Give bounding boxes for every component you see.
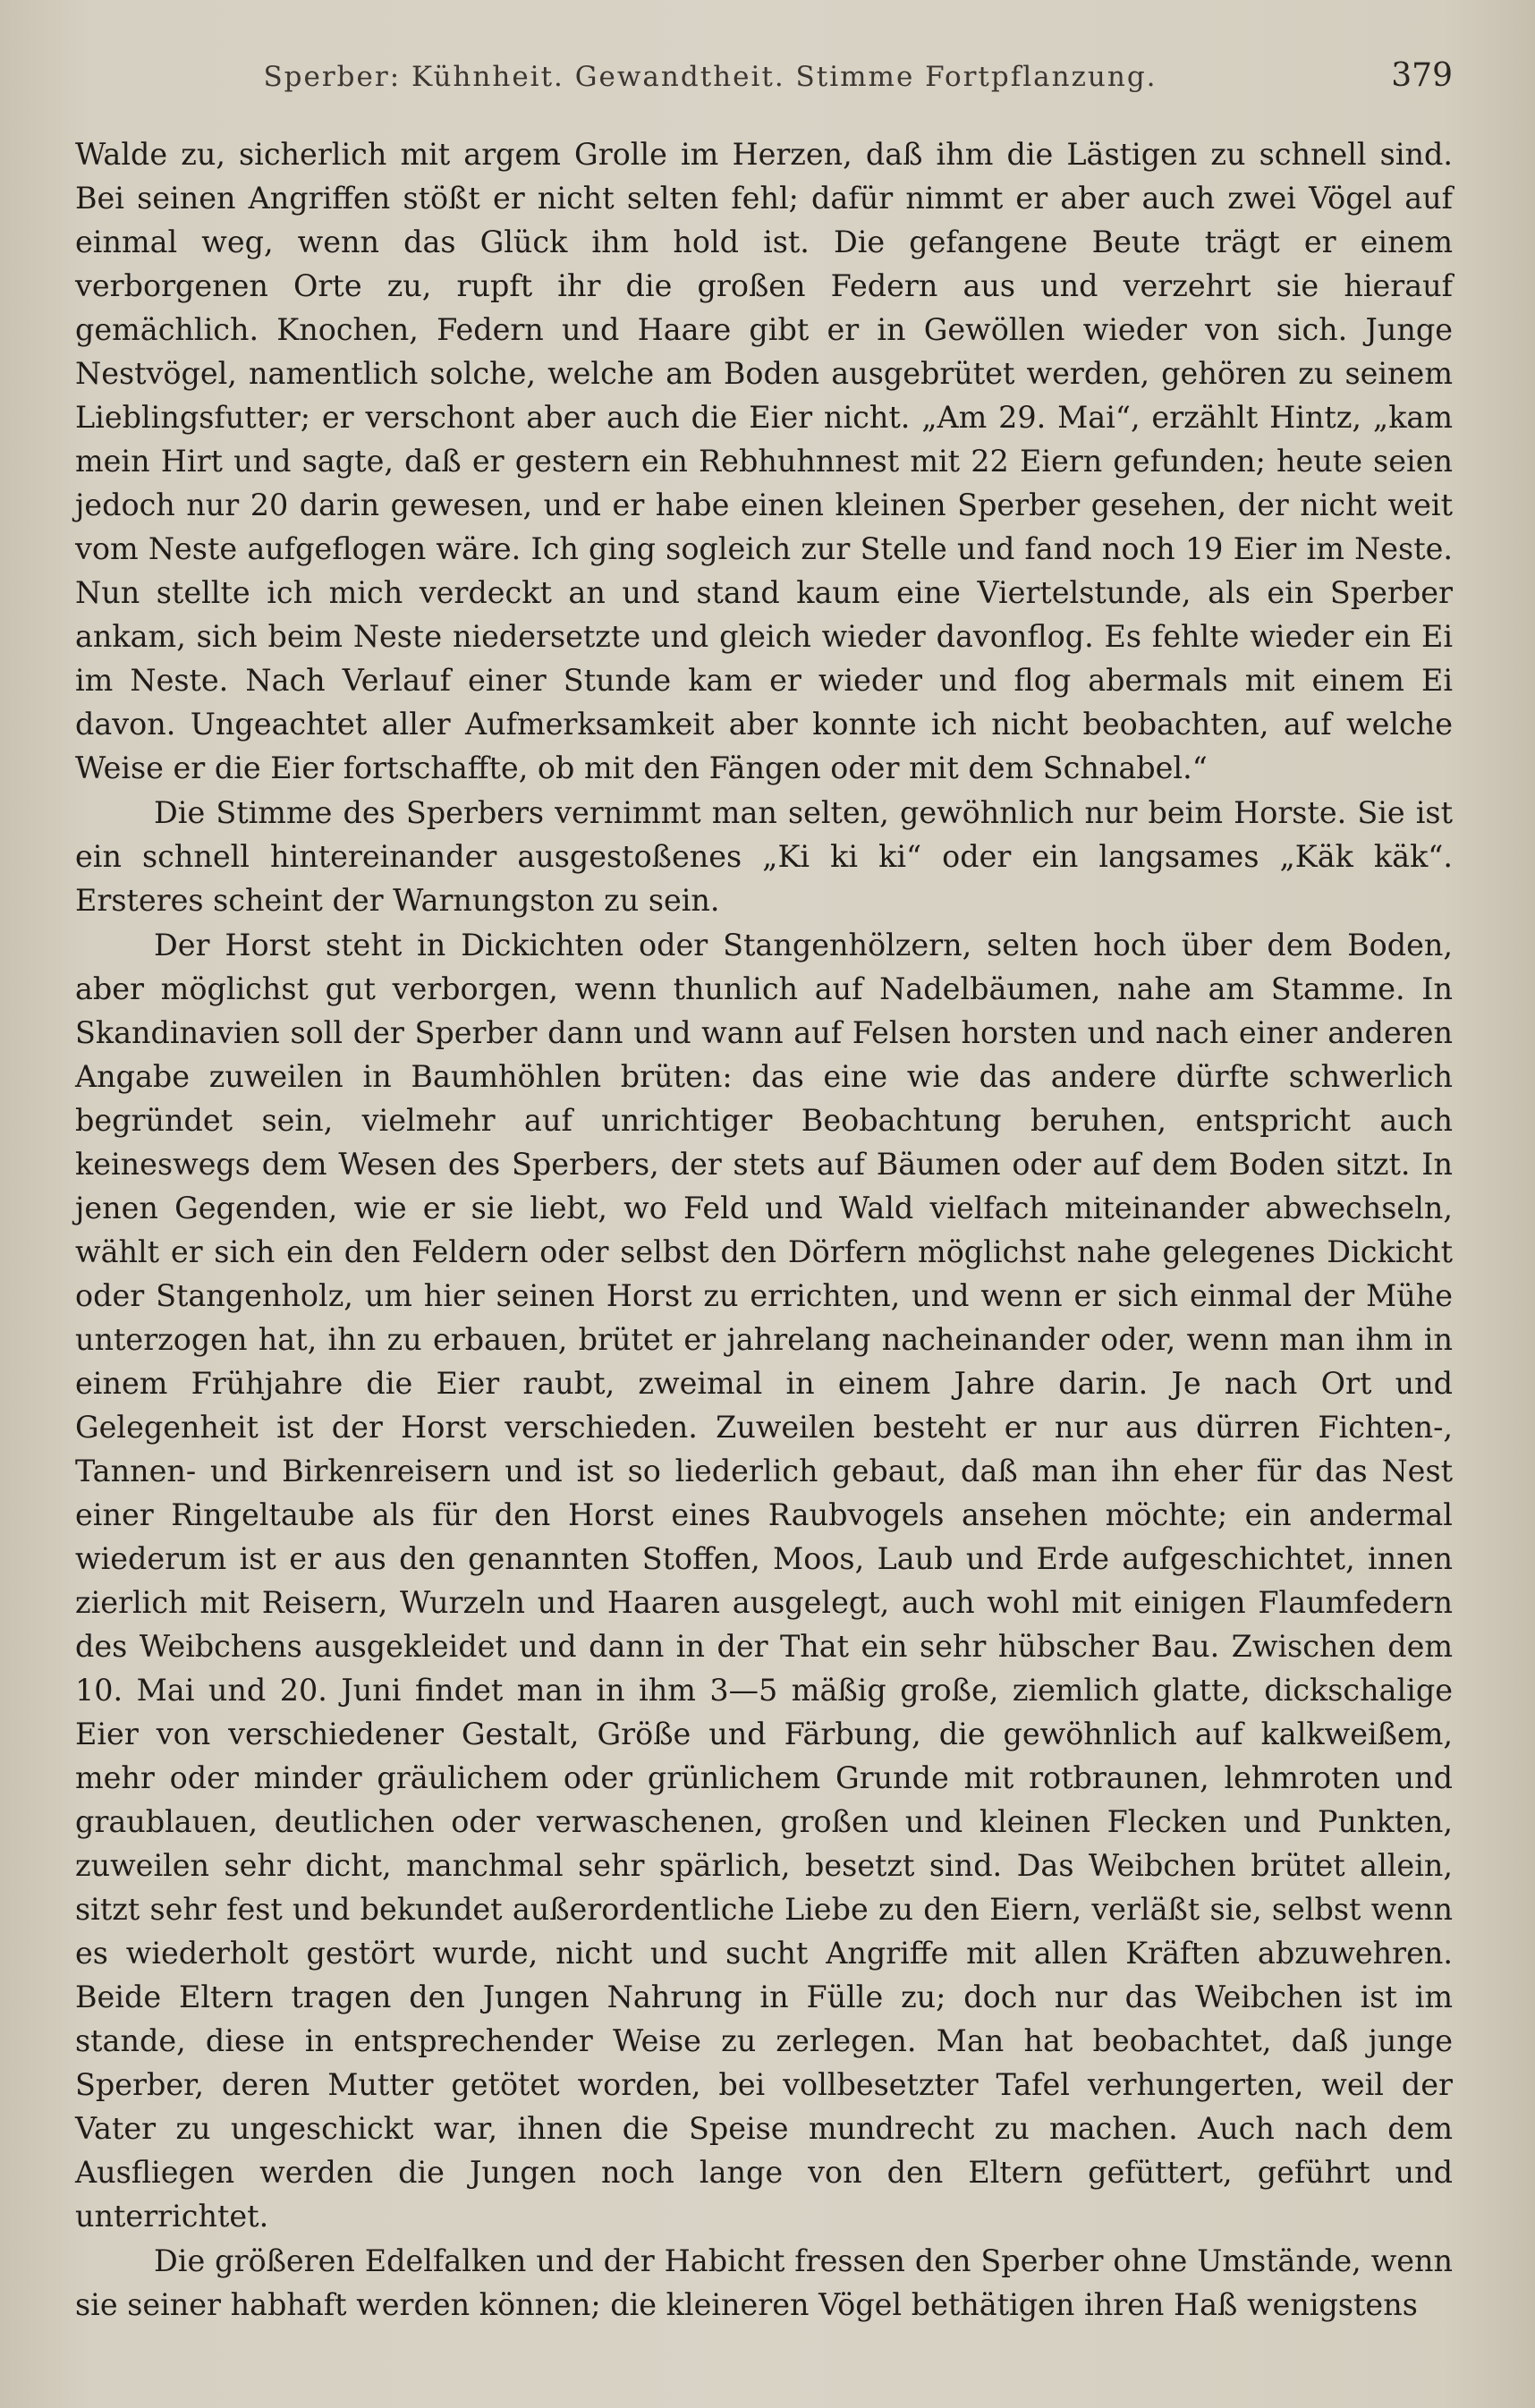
body-text	[75, 132, 1453, 2327]
paragraph-voice: Die Stimme des Sperbers vernimmt man selten, gewöhnlich nur beim Horste. Sie ist ein schnell hintereinander ausgestoßenes „Ki ki ki“ oder ein langsames „Käk käk“. Ersteres scheint der Warnungston zu sein.	[75, 795, 1453, 918]
running-head: Sperber: Kühnheit. Gewandtheit. Stimme Fortpflanzung.	[263, 61, 1158, 93]
paragraph-continuation: Walde zu, sicherlich mit argem Grolle im Herzen, daß ihm die Lästigen zu schnell sind. Bei seinen Angriffen stößt er nicht selten fehl; dafür nimmt er aber auch zwei Vögel auf einmal weg, wenn das Glück ihm hold ist. Die gefangene Beute trägt er einem verborgenen Orte zu, rupft ihr die großen Federn aus und verzehrt sie hierauf gemächlich. Knochen, Federn und Haare gibt er in Gewöllen wieder von sich. Junge Nestvögel, namentlich solche, welche am Boden ausgebrütet werden, gehören zu seinem Lieblingsfutter; er verschont aber auch die Eier nicht. „Am 29. Mai“, erzählt Hintz, „kam mein Hirt und sagte, daß er gestern ein Rebhuhnnest mit 22 Eiern gefunden; heute seien jedoch nur 20 darin gewesen, und er habe einen kleinen Sperber gesehen, der nicht weit vom Neste aufgeflogen wäre. Ich ging sogleich zur Stelle und fand noch 19 Eier im Neste. Nun stellte ich mich verdeckt an und stand kaum eine Viertelstunde, als ein Sperber ankam, sich beim Neste niedersetzte und gleich wieder davonflog. Es fehlte wieder ein Ei im Neste. Nach Verlauf einer Stunde kam er wieder und flog abermals mit einem Ei davon. Ungeachtet aller Aufmerksamkeit aber konnte ich nicht beobachten, auf welche Weise er die Eier fortschaffte, ob mit den Fängen oder mit dem Schnabel.“	[75, 137, 1453, 785]
page-header	[75, 57, 1453, 106]
page-number: 379	[1391, 57, 1453, 94]
paragraph-enemies: Die größeren Edelfalken und der Habicht fressen den Sperber ohne Umstände, wenn sie seiner habhaft werden können; die kleineren Vögel bethätigen ihren Haß wenigstens	[75, 2243, 1453, 2322]
paragraph-nest: Der Horst steht in Dickichten oder Stangenhölzern, selten hoch über dem Boden, aber möglichst gut verborgen, wenn thunlich auf Nadelbäumen, nahe am Stamme. In Skandinavien soll der Sperber dann und wann auf Felsen horsten und nach einer anderen Angabe zuweilen in Baumhöhlen brüten: das eine wie das andere dürfte schwerlich begründet sein, vielmehr auf unrichtiger Beobachtung beruhen, entspricht auch keineswegs dem Wesen des Sperbers, der stets auf Bäumen oder auf dem Boden sitzt. In jenen Gegenden, wie er sie liebt, wo Feld und Wald vielfach miteinander abwechseln, wählt er sich ein den Feldern oder selbst den Dörfern möglichst nahe gelegenes Dickicht oder Stangenholz, um hier seinen Horst zu errichten, und wenn er sich einmal der Mühe unterzogen hat, ihn zu erbauen, brütet er jahrelang nacheinander oder, wenn man ihm in einem Frühjahre die Eier raubt, zweimal in einem Jahre darin. Je nach Ort und Gelegenheit ist der Horst verschieden. Zuweilen besteht er nur aus dürren Fichten-, Tannen- und Birkenreisern und ist so liederlich gebaut, daß man ihn eher für das Nest einer Ringeltaube als für den Horst eines Raubvogels ansehen möchte; ein andermal wiederum ist er aus den genannten Stoffen, Moos, Laub und Erde aufgeschichtet, innen zierlich mit Reisern, Wurzeln und Haaren ausgelegt, auch wohl mit einigen Flaumfedern des Weibchens ausgekleidet und dann in der That ein sehr hübscher Bau. Zwischen dem 10. Mai und 20. Juni findet man in ihm 3—5 mäßig große, ziemlich glatte, dickschalige Eier von verschiedener Gestalt, Größe und Färbung, die gewöhnlich auf kalkweißem, mehr oder minder gräulichem oder grünlichem Grunde mit rotbraunen, lehmroten und graublauen, deutlichen oder verwaschenen, großen und kleinen Flecken und Punkten, zuweilen sehr dicht, manchmal sehr spärlich, besetzt sind. Das Weibchen brütet allein, sitzt sehr fest und bekundet außerordentliche Liebe zu den Eiern, verläßt sie, selbst wenn es wiederholt gestört wurde, nicht und sucht Angriffe mit allen Kräften abzuwehren. Beide Eltern tragen den Jungen Nahrung in Fülle zu; doch nur das Weibchen ist im stande, diese in entsprechender Weise zu zerlegen. Man hat beobachtet, daß junge Sperber, deren Mutter getötet worden, bei vollbesetzter Tafel verhungerten, weil der Vater zu ungeschickt war, ihnen die Speise mundrecht zu machen. Auch nach dem Ausfliegen werden die Jungen noch lange von den Eltern gefüttert, geführt und unterrichtet.	[75, 928, 1453, 2234]
